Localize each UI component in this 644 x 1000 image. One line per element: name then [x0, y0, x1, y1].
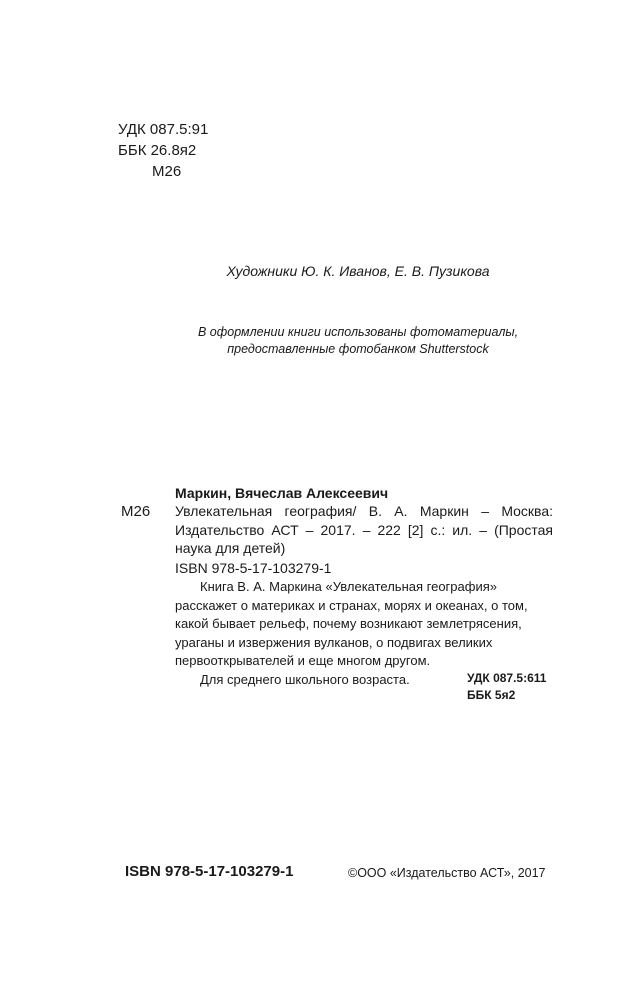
- photo-credit: [0, 324, 644, 358]
- annotation-text: Книга В. А. Маркина «Увлекательная география» расскажет о материках и странах, морях и океанах, о том, какой бывает рельеф, почему возникают землетрясения, ураганы и извержения вулканов, о подвигах великих первооткрывателей и еще многом другом.: [175, 579, 528, 668]
- bibliographic-description: Увлекательная география/ В. А. Маркин – Москва: Издательство АСТ – 2017. – 222 [2] с.: ил. – (Простая наука для детей): [175, 503, 553, 556]
- bbk-code: ББК 26.8я2: [118, 142, 197, 159]
- photo-credit-line-1: В оформлении книги использованы фотоматериалы,: [197, 325, 519, 339]
- classification-codes: [118, 119, 208, 182]
- audience-note: Для среднего школьного возраста.: [200, 671, 410, 687]
- catalog-codes: [467, 670, 546, 704]
- udk-code: УДК 087.5:91: [118, 121, 209, 138]
- catalog-marker: М26: [121, 503, 151, 520]
- copyright-notice: ©ООО «Издательство АСТ», 2017: [348, 866, 546, 880]
- catalog-isbn: ISBN 978-5-17-103279-1: [175, 560, 332, 576]
- author-heading: Маркин, Вячеслав Алексеевич: [175, 485, 389, 501]
- artists-credit: Художники Ю. К. Иванов, Е. В. Пузикова: [226, 263, 490, 279]
- catalog-bbk: ББК 5я2: [467, 688, 516, 702]
- catalog-udk: УДК 087.5:611: [467, 671, 547, 685]
- author-mark: М26: [152, 163, 182, 180]
- photo-credit-line-2: предоставленные фотобанком Shutterstock: [227, 342, 489, 356]
- footer-isbn: ISBN 978-5-17-103279-1: [125, 863, 294, 880]
